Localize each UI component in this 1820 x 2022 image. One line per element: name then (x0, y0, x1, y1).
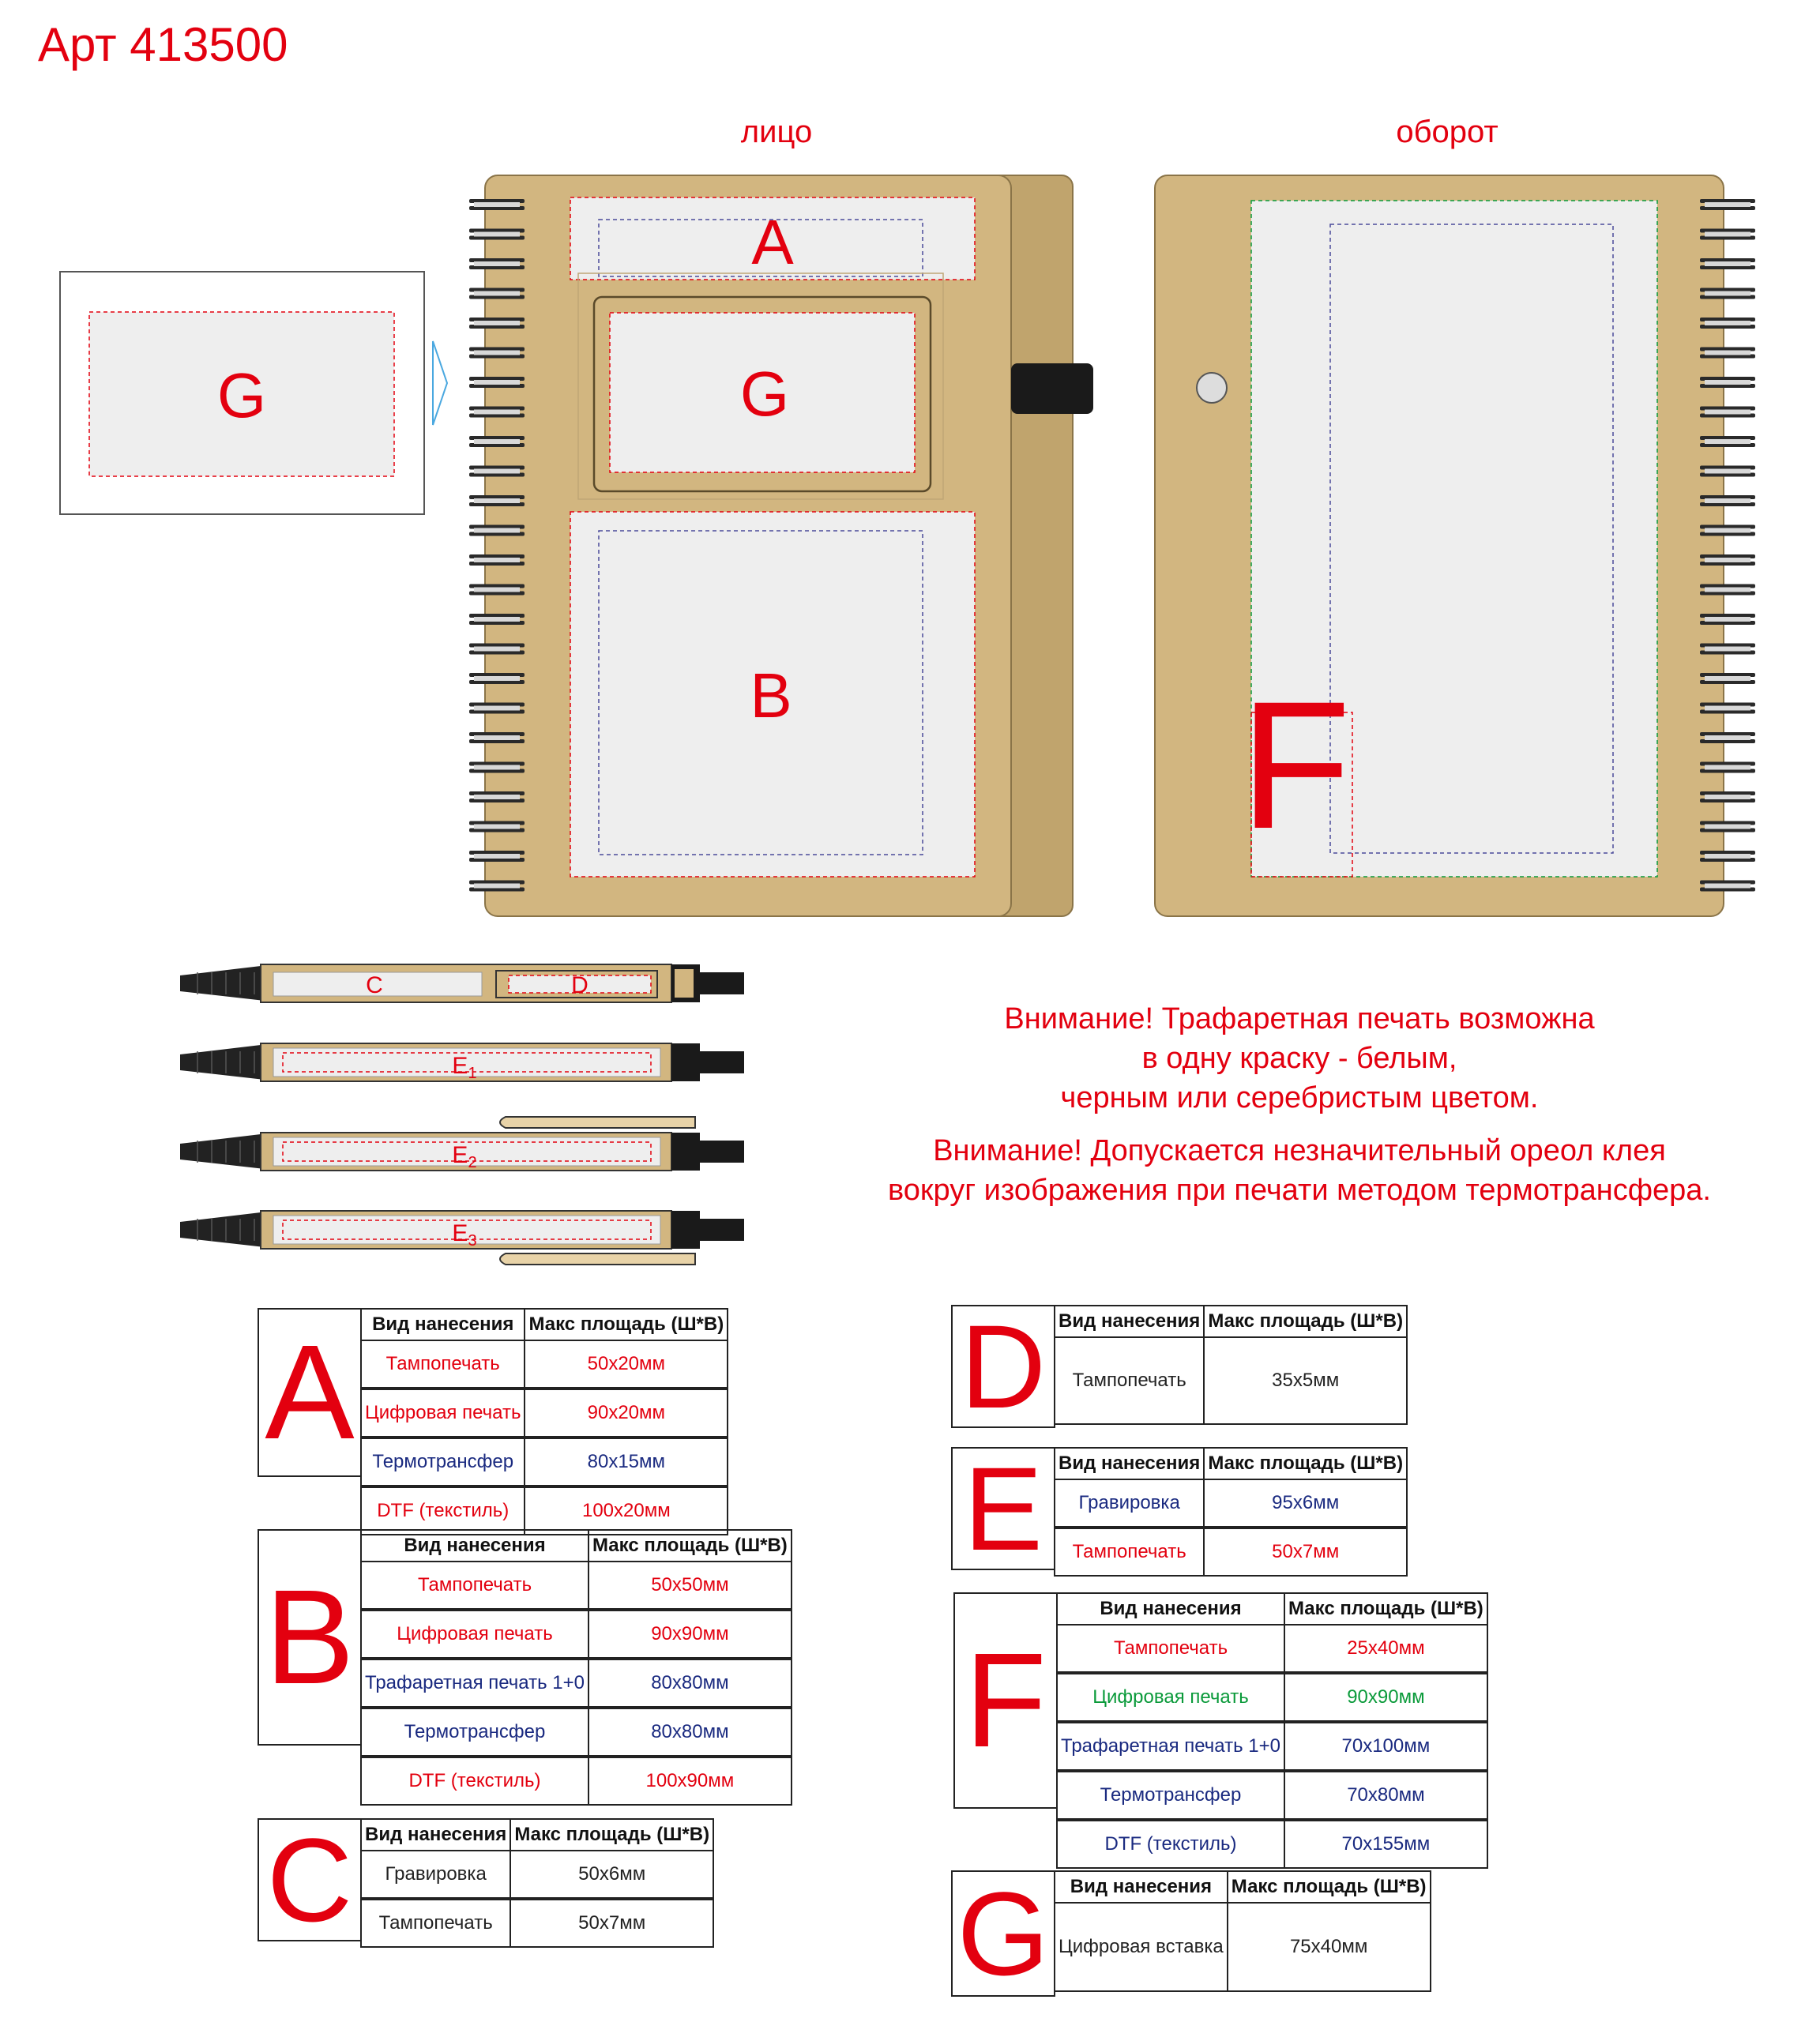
spiral-ring (1700, 288, 1755, 299)
spiral-ring (1700, 732, 1755, 743)
spiral-ring (1700, 644, 1755, 655)
notebook-front (469, 175, 1093, 916)
size-cell: 80x80мм (588, 1708, 792, 1757)
spiral-ring (1700, 614, 1755, 625)
table-letter: A (258, 1308, 362, 1477)
article-title: Арт 413500 (38, 18, 288, 71)
notice-line: вокруг изображения при печати методом термотрансфера. (888, 1174, 1711, 1207)
insert-zone-g-label: G (216, 360, 267, 430)
table-row (1057, 1673, 1487, 1722)
spiral-ring (469, 288, 525, 299)
table-row (361, 1340, 728, 1389)
size-cell: 35x5мм (1204, 1337, 1407, 1424)
table-row (361, 1899, 713, 1947)
spiral-ring (469, 318, 525, 329)
notebook-back (1155, 175, 1755, 916)
zone-f-label: F (1239, 663, 1352, 866)
pen (180, 964, 744, 1002)
spiral-ring (1700, 821, 1755, 832)
method-cell: Термотрансфер (361, 1708, 588, 1757)
table-row (1055, 1903, 1431, 1991)
size-cell: 100x20мм (525, 1486, 728, 1535)
method-cell: Термотрансфер (1057, 1771, 1284, 1820)
header-method: Вид нанесения (361, 1530, 588, 1562)
table-row (361, 1659, 792, 1708)
zone-e-label: $E_1$ (452, 1053, 477, 1082)
spiral-ring (469, 348, 525, 359)
size-cell: 75x40мм (1228, 1903, 1431, 1991)
window-zone-g-label: G (739, 359, 790, 429)
spiral-ring (469, 377, 525, 388)
spiral-ring (469, 703, 525, 714)
spiral-ring (469, 584, 525, 596)
size-cell: 70x100мм (1284, 1722, 1487, 1771)
zone-a-label: A (751, 207, 794, 277)
spiral-ring (1700, 495, 1755, 506)
pen (180, 1211, 744, 1265)
table-letter: G (951, 1870, 1055, 1997)
table-letter: C (258, 1818, 362, 1941)
notice-line: Внимание! Допускается незначительный ореол клея (933, 1134, 1666, 1167)
table-row (1057, 1820, 1487, 1868)
spiral-ring (469, 881, 525, 892)
notice-thermo-transfer (790, 1131, 1809, 1210)
spiral-ring (469, 673, 525, 684)
header-size: Макс площадь (Ш*В) (510, 1819, 713, 1851)
size-cell: 25x40мм (1284, 1625, 1487, 1673)
table-row (361, 1851, 713, 1899)
spiral-ring (1700, 762, 1755, 773)
method-cell: Гравировка (1055, 1479, 1204, 1528)
spiral-ring (1700, 318, 1755, 329)
header-method: Вид нанесения (1055, 1448, 1204, 1479)
table-letter: F (953, 1592, 1058, 1809)
method-cell: Тампопечать (361, 1899, 510, 1947)
spiral-ring (1700, 348, 1755, 359)
methods-table (360, 1308, 728, 1535)
method-cell: Трафаретная печать 1+0 (361, 1659, 588, 1708)
spiral-ring (1700, 525, 1755, 536)
table-row (361, 1708, 792, 1757)
table-row (361, 1438, 728, 1486)
method-cell: Тампопечать (1057, 1625, 1284, 1673)
spiral-ring (469, 466, 525, 477)
header-method: Вид нанесения (1057, 1593, 1284, 1625)
methods-table (1054, 1305, 1408, 1425)
spiral-ring (1700, 703, 1755, 714)
spiral-ring (469, 525, 525, 536)
methods-table (1056, 1592, 1488, 1869)
spiral-ring (1700, 881, 1755, 892)
zone-e-label: $E_2$ (452, 1142, 477, 1171)
size-cell: 50x20мм (525, 1340, 728, 1389)
table-row (1057, 1722, 1487, 1771)
spiral-ring (469, 614, 525, 625)
method-cell: Гравировка (361, 1851, 510, 1899)
header-size: Макс площадь (Ш*В) (1204, 1448, 1407, 1479)
size-cell: 70x155мм (1284, 1820, 1487, 1868)
arrow-icon (433, 341, 447, 425)
size-cell: 100x90мм (588, 1757, 792, 1805)
notice-screen-print (790, 999, 1809, 1118)
header-size: Макс площадь (Ш*В) (525, 1309, 728, 1340)
zone-b-label: B (750, 660, 792, 731)
table-row (361, 1610, 792, 1659)
spiral-ring (1700, 791, 1755, 802)
size-cell: 50x7мм (1204, 1528, 1407, 1576)
size-cell: 80x80мм (588, 1659, 792, 1708)
table-row (361, 1486, 728, 1535)
method-cell: Термотрансфер (361, 1438, 525, 1486)
size-cell: 90x90мм (588, 1610, 792, 1659)
spiral-ring (469, 199, 525, 210)
methods-table (360, 1818, 714, 1948)
method-cell: DTF (текстиль) (361, 1757, 588, 1805)
method-cell: Цифровая вставка (1055, 1903, 1228, 1991)
spiral-ring (1700, 851, 1755, 862)
header-size: Макс площадь (Ш*В) (1284, 1593, 1487, 1625)
size-cell: 50x7мм (510, 1899, 713, 1947)
spiral-ring (469, 554, 525, 566)
spiral-ring (469, 407, 525, 418)
method-cell: Тампопечать (1055, 1337, 1204, 1424)
method-cell: DTF (текстиль) (361, 1486, 525, 1535)
table-row (1055, 1528, 1407, 1576)
table-letter: D (951, 1305, 1055, 1428)
methods-table (360, 1529, 792, 1806)
table-row (361, 1757, 792, 1805)
zone-c-label: C (366, 972, 383, 998)
header-size: Макс площадь (Ш*В) (1204, 1306, 1407, 1337)
spiral-ring (469, 821, 525, 832)
size-cell: 95x6мм (1204, 1479, 1407, 1528)
insert-card (60, 272, 424, 514)
spiral-ring (1700, 377, 1755, 388)
header-size: Макс площадь (Ш*В) (588, 1530, 792, 1562)
methods-table (1054, 1447, 1408, 1577)
spiral-ring (469, 851, 525, 862)
header-method: Вид нанесения (361, 1309, 525, 1340)
spiral-ring (469, 436, 525, 447)
table-row (1055, 1337, 1407, 1424)
header-method: Вид нанесения (1055, 1306, 1204, 1337)
spiral-ring (469, 644, 525, 655)
pen (180, 1117, 744, 1171)
zone-d-label: D (571, 972, 588, 998)
notice-line: в одну краску - белым, (1141, 1042, 1457, 1075)
spiral-ring (469, 258, 525, 269)
spiral-ring (1700, 673, 1755, 684)
size-cell: 90x90мм (1284, 1673, 1487, 1722)
front-side-label: лицо (740, 115, 813, 149)
method-cell: DTF (текстиль) (1057, 1820, 1284, 1868)
size-cell: 50x50мм (588, 1562, 792, 1610)
method-cell: Тампопечать (361, 1562, 588, 1610)
table-row (361, 1562, 792, 1610)
spiral-ring (469, 495, 525, 506)
notice-line: черным или серебристым цветом. (1060, 1081, 1539, 1114)
spiral-ring (1700, 436, 1755, 447)
header-method: Вид нанесения (1055, 1871, 1228, 1903)
notice-line: Внимание! Трафаретная печать возможна (1004, 1002, 1595, 1035)
table-letter: B (258, 1529, 362, 1746)
pen (180, 1043, 744, 1082)
spiral-ring (469, 762, 525, 773)
method-cell: Тампопечать (361, 1340, 525, 1389)
method-cell: Цифровая печать (361, 1389, 525, 1438)
spiral-ring (1700, 229, 1755, 240)
spiral-ring (469, 732, 525, 743)
methods-table (1054, 1870, 1431, 1992)
header-method: Вид нанесения (361, 1819, 510, 1851)
method-cell: Трафаретная печать 1+0 (1057, 1722, 1284, 1771)
table-letter: E (951, 1447, 1055, 1570)
zone-e-label: $E_3$ (452, 1220, 477, 1250)
spiral-ring (1700, 407, 1755, 418)
table-row (1055, 1479, 1407, 1528)
spiral-ring (1700, 199, 1755, 210)
table-row (361, 1389, 728, 1438)
spiral-ring (469, 229, 525, 240)
table-row (1057, 1625, 1487, 1673)
spiral-ring (1700, 584, 1755, 596)
pens (180, 964, 744, 1265)
spiral-ring (1700, 258, 1755, 269)
size-cell: 70x80мм (1284, 1771, 1487, 1820)
spiral-ring (469, 791, 525, 802)
method-cell: Тампопечать (1055, 1528, 1204, 1576)
spiral-ring (1700, 554, 1755, 566)
spiral-ring (1700, 466, 1755, 477)
method-cell: Цифровая печать (1057, 1673, 1284, 1722)
back-side-label: оборот (1396, 115, 1498, 149)
method-cell: Цифровая печать (361, 1610, 588, 1659)
size-cell: 80x15мм (525, 1438, 728, 1486)
table-row (1057, 1771, 1487, 1820)
size-cell: 90x20мм (525, 1389, 728, 1438)
size-cell: 50x6мм (510, 1851, 713, 1899)
header-size: Макс площадь (Ш*В) (1228, 1871, 1431, 1903)
